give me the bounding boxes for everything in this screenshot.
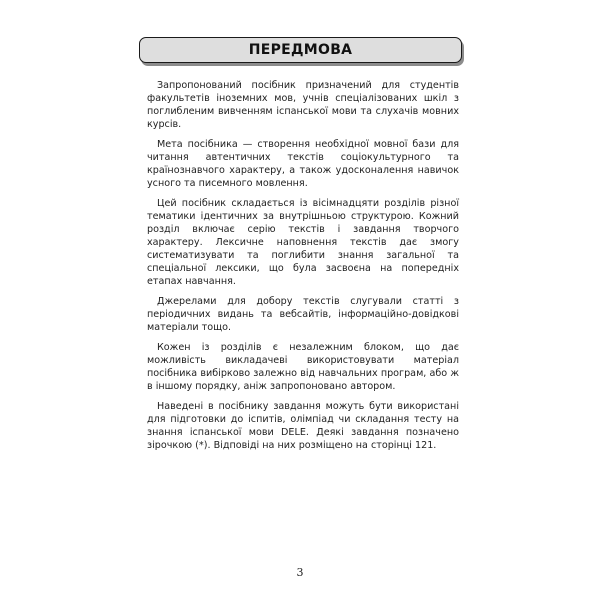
paragraph-6: Наведені в посібнику завдання можуть бути використані для підготовки до іспитів, олімпіад чи складання тесту на знання іспанської мови DELE. Деякі завдання позначено зірочкою (*). Відповіді на них розміщено на сторінці 121. xyxy=(147,401,459,451)
paragraph-2: Мета посібника — створення необхідної мовної бази для читання автентичних текстів соціокультурного та країнознавчого характеру, а також удосконалення навичок усного та писемного мовлення. xyxy=(147,139,459,189)
paragraph-3: Цей посібник складається із вісімнадцяти розділів різної тематики ідентичних за внутрішньою структурою. Кожний розділ включає серію текстів і завдання творчого характеру. Лексичне наповнення текстів дає змогу систематизувати та поглибити знання загальної та спеціальної лексики, що була засвоєна на попередніх етапах навчання. xyxy=(147,198,459,287)
page-number: 3 xyxy=(296,566,304,579)
paragraph-4: Джерелами для добору текстів слугували статті з періодичних видань та вебсайтів, інформаційно-довідкові матеріали тощо. xyxy=(147,296,459,333)
paragraph-5: Кожен із розділів є незалежним блоком, що дає можливість викладачеві використовувати матеріал посібника вибірково залежно від навчальних програм, або ж в іншому порядку, аніж запропоновано автором. xyxy=(147,342,459,392)
paragraph-1: Запропонований посібник призначений для студентів факультетів іноземних мов, учнів спеціалізованих шкіл з поглибленим вивченням іспанської мови та слухачів мовних курсів. xyxy=(147,80,459,130)
preface-body xyxy=(147,79,459,459)
title-banner xyxy=(139,37,462,63)
page-title: ПЕРЕДМОВА xyxy=(248,42,353,58)
